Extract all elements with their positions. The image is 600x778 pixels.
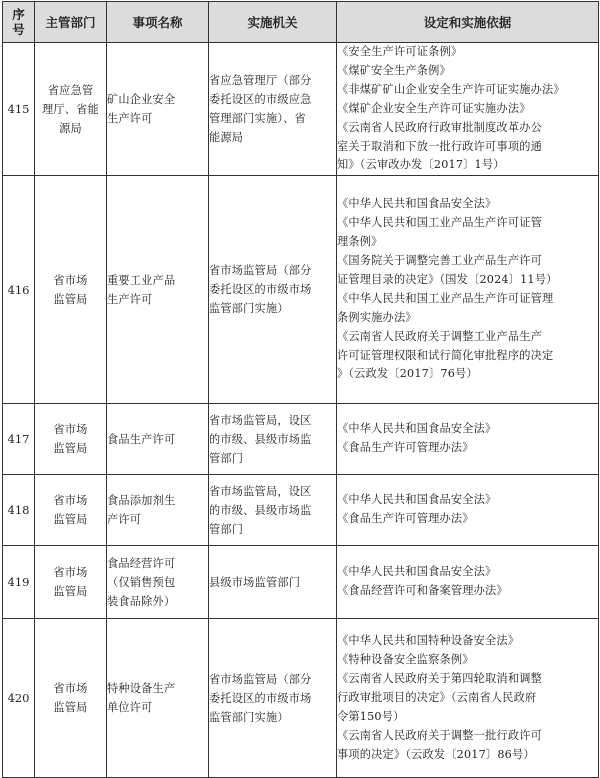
row-agency-line: 省市场监管局，设区 [209, 484, 312, 498]
row-agency [209, 475, 337, 546]
row-agency-line: 省市场监管局（部分 [209, 672, 312, 686]
row-basis-line: 《中华人民共和国食品安全法》 [337, 493, 497, 507]
row-basis-line: 令第150号） [337, 709, 405, 723]
header-dept: 主管部门 [35, 2, 107, 43]
row-name-line: 食品生产许可 [107, 432, 176, 446]
row-agency-line: 委托设区的市级应急 [209, 93, 312, 107]
row-seq: 418 [3, 475, 35, 546]
row-basis-line: 条例实施办法》 [337, 310, 417, 324]
row-name-line: （仅销售预包 [107, 575, 176, 589]
row-dept-line: 省市场 [53, 273, 88, 287]
row-agency [209, 546, 337, 619]
row-agency-line: 的市级、县级市场监 [209, 503, 312, 517]
row-agency [209, 43, 337, 176]
row-dept [35, 619, 107, 778]
row-basis-line: 《云南省人民政府关于调整工业产品生产 [337, 329, 542, 343]
row-basis-line: 《食品经营许可和备案管理办法》 [337, 584, 508, 598]
row-agency-line: 县级市场监管部门 [209, 575, 301, 589]
row-basis-line: 事项的决定》（云政发〔2017〕86号） [337, 747, 535, 761]
row-name-line: 装食品除外） [107, 594, 176, 608]
row-basis-line: 许可证管理权限和试行简化审批程序的决定 [337, 348, 554, 362]
licensing-table [2, 1, 599, 778]
row-agency-line: 监管部门实施） [209, 302, 289, 316]
row-dept-line: 理厅、省能 [42, 102, 99, 116]
row-agency-line: 的市级、县级市场监 [209, 432, 312, 446]
table-row [3, 546, 599, 619]
row-basis-line: 《安全生产许可证条例》 [337, 45, 463, 58]
row-basis-line: 《特种设备安全监察条例》 [337, 653, 474, 667]
row-basis-line: 《云南省人民政府行政审批制度改革办公 [337, 120, 542, 134]
row-name [107, 475, 209, 546]
row-dept [35, 546, 107, 619]
header-seq-label: 序号 [12, 7, 25, 37]
row-dept-line: 省市场 [53, 682, 88, 696]
row-agency-line: 管理部门实施）、省 [209, 112, 306, 126]
row-name-line: 矿山企业安全 [107, 93, 176, 107]
row-basis-line: 《煤矿安全生产条例》 [337, 63, 451, 77]
table-row [3, 475, 599, 546]
row-basis [337, 404, 599, 475]
row-agency [209, 176, 337, 404]
row-basis-line: 《国务院关于调整完善工业产品生产许可 [337, 254, 542, 268]
row-agency [209, 619, 337, 778]
row-agency-line: 省市场监管局，设区 [209, 413, 312, 427]
row-seq: 420 [3, 619, 35, 778]
row-name-line: 重要工业产品 [107, 273, 176, 287]
row-dept [35, 176, 107, 404]
row-basis [337, 475, 599, 546]
row-dept-line: 省市场 [53, 423, 88, 437]
table-row [3, 43, 599, 176]
row-agency-line: 监管部门实施） [209, 710, 289, 724]
row-basis-line: 《中华人民共和国食品安全法》 [337, 197, 497, 211]
row-seq: 417 [3, 404, 35, 475]
row-basis-line: 室关于取消和下放一批行政许可事项的通 [337, 139, 542, 153]
row-name-line: 产许可 [107, 513, 142, 527]
row-name-line: 生产许可 [107, 112, 153, 126]
row-basis-line: 《食品生产许可管理办法》 [337, 441, 474, 455]
row-basis-line: 知》（云审改办发〔2017〕1号） [337, 158, 505, 172]
row-basis-line: 《食品生产许可管理办法》 [337, 512, 474, 526]
row-seq: 419 [3, 546, 35, 619]
row-agency-line: 省应急管理厅（部分 [209, 74, 312, 88]
row-basis [337, 619, 599, 778]
row-basis-line: 《中华人民共和国工业产品生产许可证管 [337, 216, 542, 230]
row-name [107, 43, 209, 176]
row-agency-line: 管部门 [209, 451, 244, 465]
row-name-line: 食品经营许可 [107, 556, 176, 570]
row-agency-line: 省市场监管局（部分 [209, 264, 312, 278]
row-name [107, 546, 209, 619]
row-basis-line: 《中华人民共和国食品安全法》 [337, 422, 497, 436]
header-row [3, 2, 599, 43]
row-basis-line: 》（云政发〔2017〕76号） [337, 367, 478, 381]
row-name [107, 404, 209, 475]
row-dept-line: 省应急管 [47, 83, 94, 97]
row-basis-line: 《中华人民共和国特种设备安全法》 [337, 634, 520, 648]
row-agency-line: 委托设区的市级市场 [209, 691, 312, 705]
header-basis: 设定和实施依据 [337, 2, 599, 43]
table-row [3, 176, 599, 404]
row-basis-line: 《煤矿企业安全生产许可证实施办法》 [337, 101, 531, 115]
row-agency [209, 404, 337, 475]
row-basis-line: 《云南省人民政府关于第四轮取消和调整 [337, 671, 542, 685]
row-name-line: 特种设备生产 [107, 682, 176, 696]
row-seq: 415 [3, 43, 35, 176]
row-dept-line: 源局 [59, 121, 82, 135]
row-basis-line: 《中华人民共和国食品安全法》 [337, 565, 497, 579]
table-row [3, 404, 599, 475]
row-basis-line: 理条例》 [337, 235, 383, 249]
row-dept [35, 475, 107, 546]
row-name-line: 单位许可 [107, 701, 153, 715]
row-agency-line: 委托设区的市级市场 [209, 283, 312, 297]
row-dept-line: 省市场 [53, 566, 88, 580]
row-dept-line: 监管局 [53, 292, 88, 306]
header-seq [3, 2, 35, 43]
row-seq: 416 [3, 176, 35, 404]
row-dept-line: 监管局 [53, 442, 88, 456]
row-basis-line: 《云南省人民政府关于调整一批行政许可 [337, 728, 542, 742]
row-dept-line: 省市场 [53, 494, 88, 508]
row-name [107, 176, 209, 404]
row-basis [337, 43, 599, 176]
row-dept-line: 监管局 [53, 585, 88, 599]
row-dept-line: 监管局 [53, 513, 88, 527]
row-agency-line: 能源局 [209, 131, 244, 145]
table-row [3, 619, 599, 778]
header-name: 事项名称 [107, 2, 209, 43]
row-agency-line: 管部门 [209, 522, 244, 536]
row-basis-line: 证管理目录的决定》（国发〔2024〕11号） [337, 272, 558, 286]
header-agency: 实施机关 [209, 2, 337, 43]
row-dept [35, 43, 107, 176]
row-basis-line: 行政审批项目的决定》（云南省人民政府 [337, 690, 537, 704]
row-basis-line: 《非煤矿矿山企业安全生产许可证实施办法》 [337, 82, 565, 96]
row-name-line: 食品添加剂生 [107, 494, 176, 508]
row-dept-line: 监管局 [53, 701, 88, 715]
row-basis [337, 546, 599, 619]
row-dept [35, 404, 107, 475]
row-name [107, 619, 209, 778]
row-basis-line: 《中华人民共和国工业产品生产许可证管理 [337, 291, 554, 305]
row-name-line: 生产许可 [107, 292, 153, 306]
row-basis [337, 176, 599, 404]
